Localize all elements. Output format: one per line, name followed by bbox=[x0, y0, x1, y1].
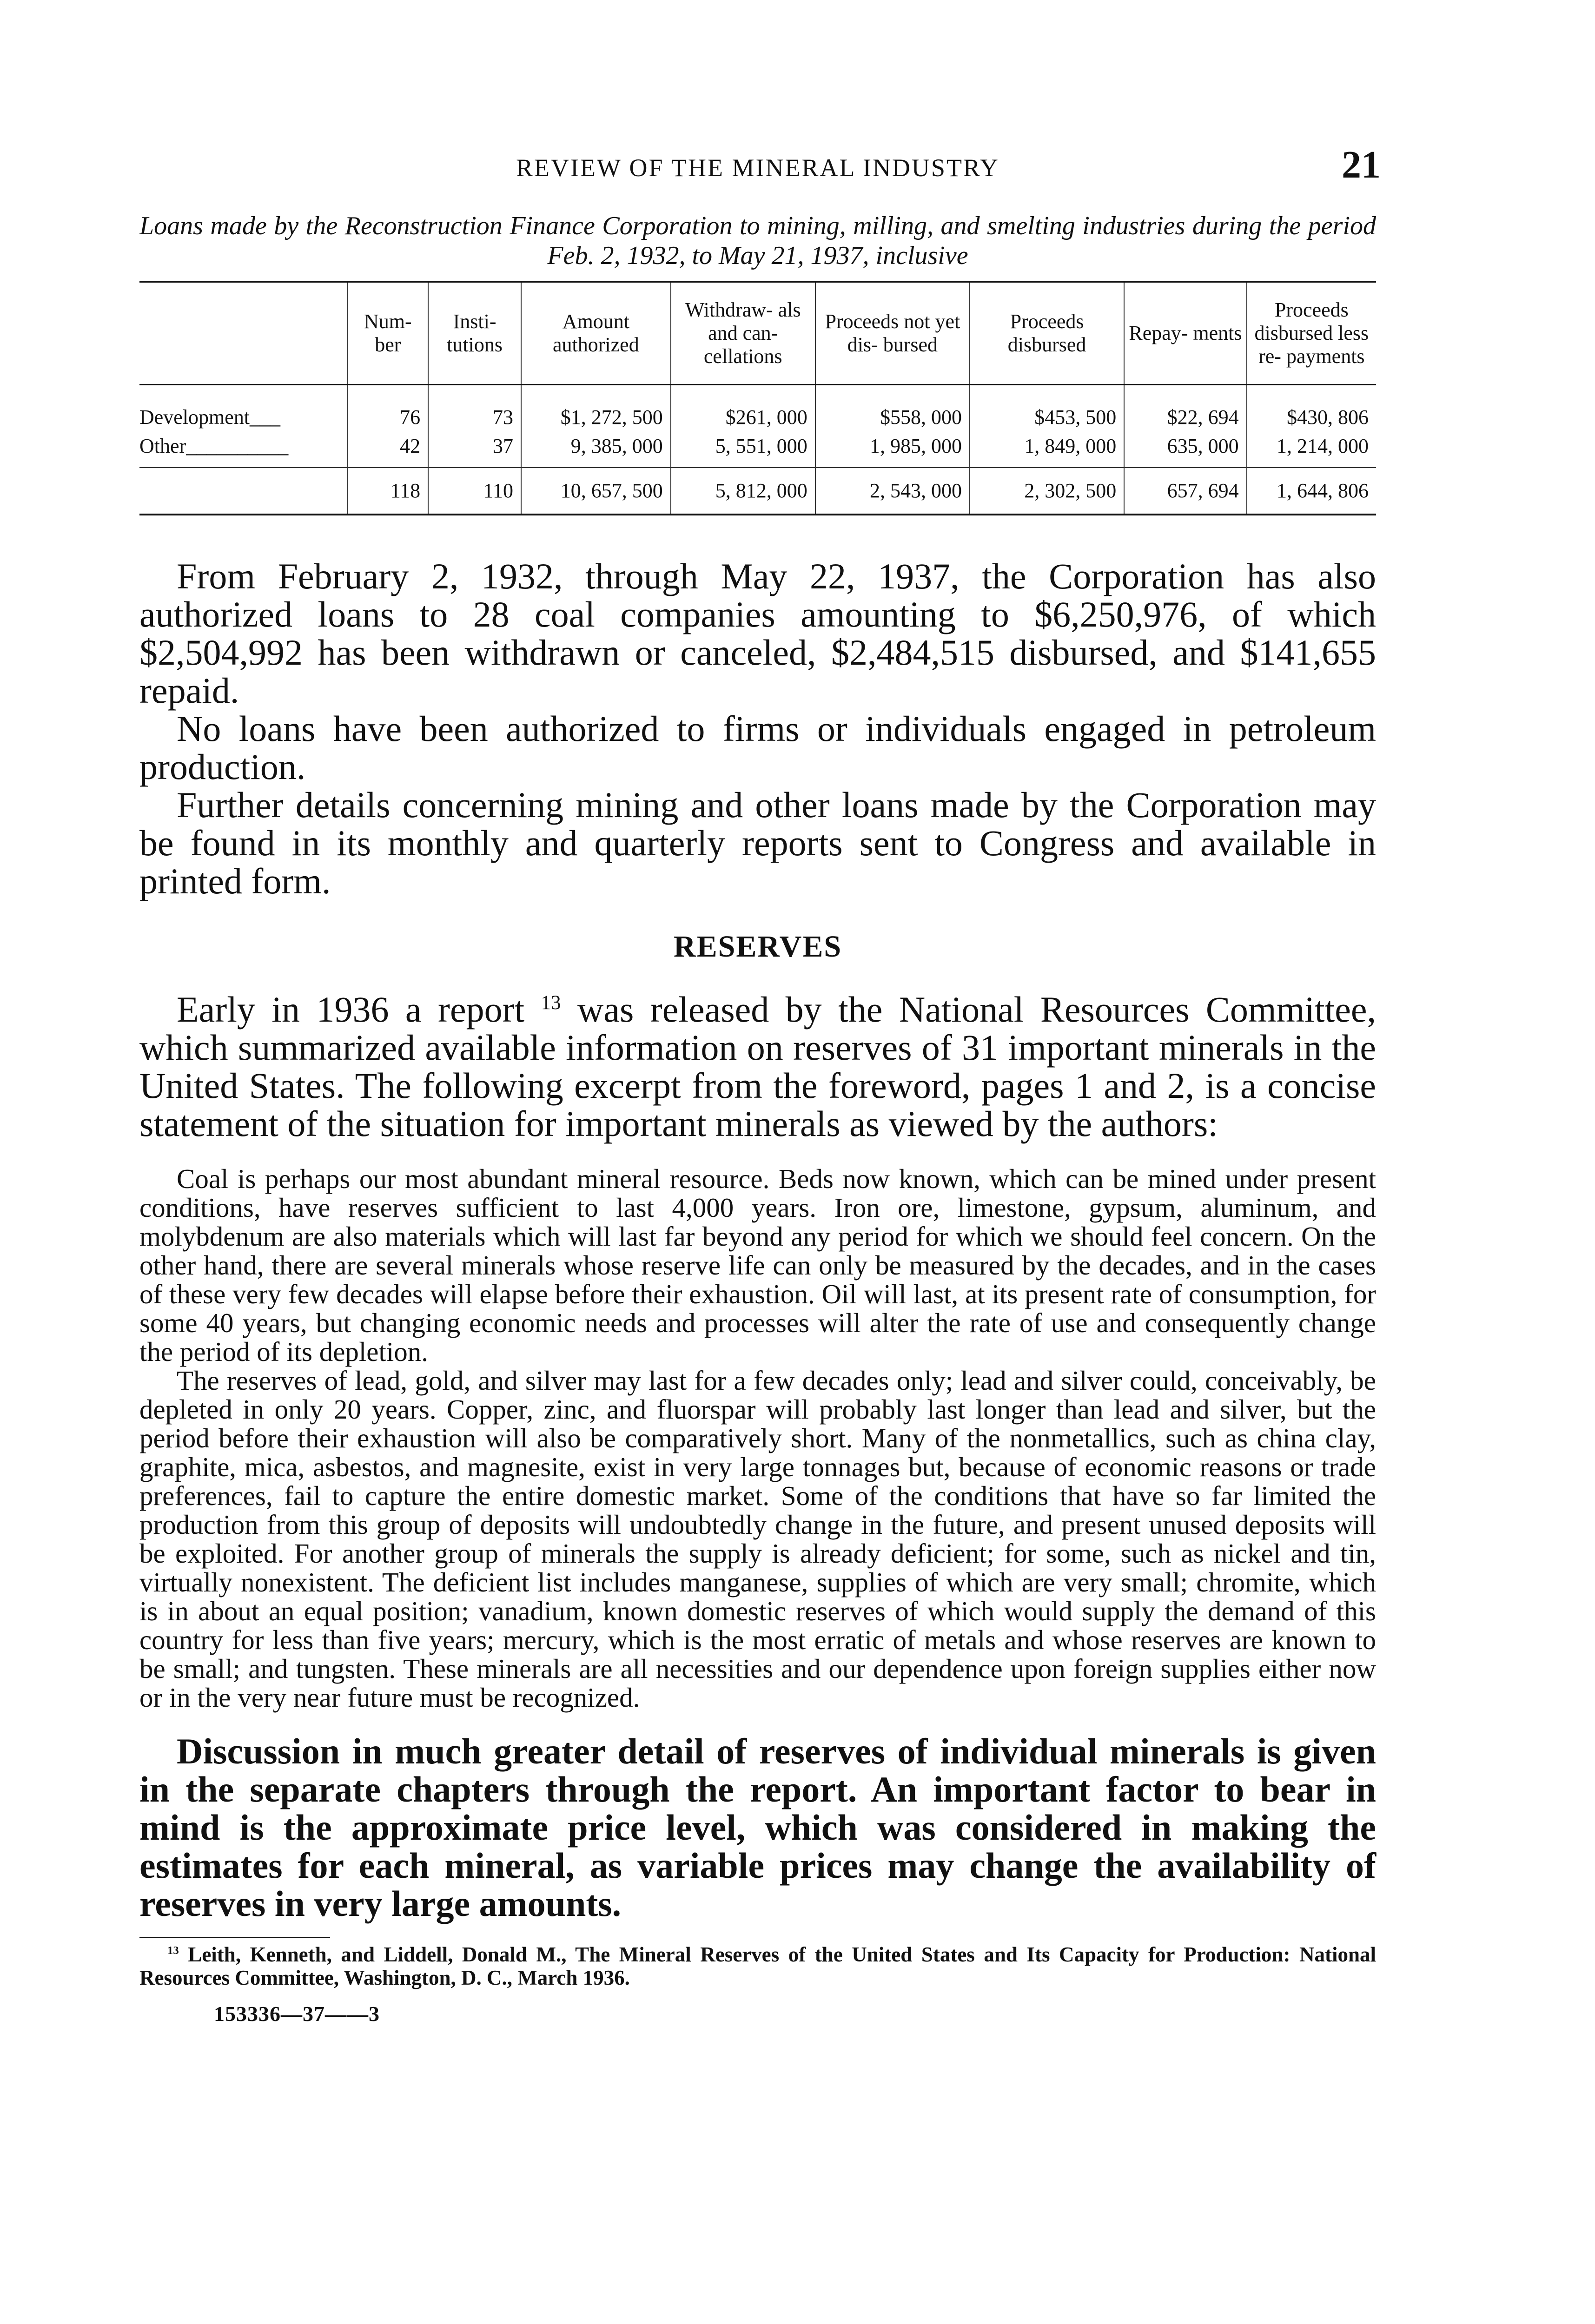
table-cell: 9, 385, 000 bbox=[521, 432, 671, 468]
printer-imprint: 153336—37——3 bbox=[214, 2002, 380, 2026]
table-cell: $558, 000 bbox=[815, 385, 970, 432]
table-cell: 110 bbox=[428, 468, 521, 515]
table-cell: 2, 302, 500 bbox=[970, 468, 1124, 515]
footnote-divider bbox=[139, 1937, 330, 1938]
table-cell: 76 bbox=[348, 385, 429, 432]
table-caption: Loans made by the Reconstruction Finance Corporation to mining, milling, and smelting industries during the period Feb. 2, 1932, to May 21, 1937, inclusive bbox=[139, 211, 1376, 270]
running-title: REVIEW OF THE MINERAL INDUSTRY bbox=[516, 154, 999, 182]
page-number: 21 bbox=[1342, 143, 1381, 186]
quote-paragraph-lead: The reserves of lead, gold, and silver may last for a few decades only; lead and silver could, conceivably, be depleted in only 20 years. Copper, zinc, and fluorspar will probably last longer than lead and silver, but the period before their exhaustion will also be comparatively short. Many of the nonmetallics, such as china clay, graphite, mica, asbestos, and magnesite, exist in very large tonnages but, because of economic reasons or trade preferences, fail to capture the entire domestic market. Some of the conditions that have so far limited the production from this group of deposits will undoubtedly change in the future, and present unused deposits will be exploited. For another group of minerals the supply is already deficient; for some, such as nickel and tin, virtually nonexistent. The deficient list includes manganese, supplies of which are very small; chromite, which is in about an equal position; vanadium, known domestic reserves of which would supply the demand of this country for less than five years; mercury, which is the most erratic of metals and whose reserves are known to be small; and tungsten. These minerals are all necessities and our dependence upon foreign supplies either now or in the very near future must be recognized. bbox=[139, 1365, 1376, 1713]
paragraph-coal-loans: From February 2, 1932, through May 22, 1937, the Corporation has also authorized loans to 28 coal companies amounting to $6,250,976, of which $2,504,992 has been withdrawn or canceled, $2,484,515 disbursed, and $141,655 repaid. bbox=[139, 556, 1376, 711]
table-cell: 1, 644, 806 bbox=[1247, 468, 1376, 515]
paragraph-further-details: Further details concerning mining and other loans made by the Corporation may be found in its monthly and quarterly reports sent to Congress and available in printed form. bbox=[139, 785, 1376, 901]
table-row bbox=[139, 432, 1376, 468]
column-header-withdrawals: Withdraw- als and can- cellations bbox=[671, 282, 815, 385]
column-header-repayments: Repay- ments bbox=[1124, 282, 1246, 385]
column-header-net-disbursed: Proceeds disbursed less re- payments bbox=[1247, 282, 1376, 385]
table-cell: 1, 985, 000 bbox=[815, 432, 970, 468]
intro-text-after: was released by the National Resources Committee, which summarized available information on reserves of 31 important minerals in the United States. The following excerpt from the foreword, pages 1 and 2, is a concise statement of the situation for important minerals as viewed by the authors: bbox=[139, 989, 1377, 1144]
table-header-row bbox=[139, 282, 1376, 385]
footnote-marker: 13 bbox=[167, 1944, 179, 1957]
table-cell: 73 bbox=[428, 385, 521, 432]
table-cell: $453, 500 bbox=[970, 385, 1124, 432]
table-cell: $261, 000 bbox=[671, 385, 815, 432]
table-cell: 1, 849, 000 bbox=[970, 432, 1124, 468]
row-label: Other__________ bbox=[139, 435, 289, 457]
table-cell: $22, 694 bbox=[1124, 385, 1246, 432]
table-cell: $430, 806 bbox=[1247, 385, 1376, 432]
table-cell: 5, 551, 000 bbox=[671, 432, 815, 468]
column-header-institutions: Insti- tutions bbox=[428, 282, 521, 385]
running-head bbox=[139, 143, 1381, 200]
page bbox=[139, 143, 1381, 2026]
table-cell: 5, 812, 000 bbox=[671, 468, 815, 515]
table-cell: 42 bbox=[348, 432, 429, 468]
section-heading: RESERVES bbox=[673, 930, 842, 964]
column-header-amount-authorized: Amount authorized bbox=[521, 282, 671, 385]
total-label bbox=[139, 468, 348, 515]
column-header-proceeds-disbursed: Proceeds disbursed bbox=[970, 282, 1124, 385]
paragraph-petroleum: No loans have been authorized to firms or individuals engaged in petroleum production. bbox=[139, 708, 1376, 787]
table-cell: 657, 694 bbox=[1124, 468, 1246, 515]
table-cell: 37 bbox=[428, 432, 521, 468]
table-cell: 10, 657, 500 bbox=[521, 468, 671, 515]
table-row bbox=[139, 385, 1376, 432]
table-cell: 1, 214, 000 bbox=[1247, 432, 1376, 468]
loans-table bbox=[139, 281, 1376, 515]
paragraph-closing: Discussion in much greater detail of reserves of individual minerals is given in the separate chapters through the report. An important factor to bear in mind is the approximate price level, which was considered in making the estimates for each mineral, as variable prices may change the availability of reserves in very large amounts. bbox=[139, 1731, 1376, 1924]
intro-text-before: Early in 1936 a report bbox=[177, 989, 525, 1030]
footnote-text: Leith, Kenneth, and Liddell, Donald M., The Mineral Reserves of the United States and Its Capacity for Production: National Resources Committee, Washington, D. C., March 1936. bbox=[139, 1943, 1376, 1989]
column-header bbox=[139, 282, 348, 385]
column-header-proceeds-not-disbursed: Proceeds not yet dis- bursed bbox=[815, 282, 970, 385]
quote-paragraph-coal: Coal is perhaps our most abundant mineral resource. Beds now known, which can be mined under present conditions, have reserves sufficient to last 4,000 years. Iron ore, limestone, gypsum, aluminum, and molybdenum are also materials which will last far beyond any period for which we should feel concern. On the other hand, there are several minerals whose reserve life can only be measured by the decades, and in the cases of these very few decades will elapse before their exhaustion. Oil will last, at its present rate of consumption, for some 40 years, but changing economic needs and processes will alter the rate of use and consequently change the period of its depletion. bbox=[139, 1163, 1376, 1367]
column-header-number: Num- ber bbox=[348, 282, 429, 385]
table-cell: 118 bbox=[348, 468, 429, 515]
footnote-reference: 13 bbox=[541, 992, 561, 1014]
table-cell: $1, 272, 500 bbox=[521, 385, 671, 432]
table-total-row bbox=[139, 468, 1376, 515]
footnote bbox=[139, 1943, 1376, 1989]
paragraph-reserves-intro bbox=[139, 990, 1376, 1143]
table-cell: 635, 000 bbox=[1124, 432, 1246, 468]
table-cell: 2, 543, 000 bbox=[815, 468, 970, 515]
row-label: Development___ bbox=[139, 406, 281, 429]
